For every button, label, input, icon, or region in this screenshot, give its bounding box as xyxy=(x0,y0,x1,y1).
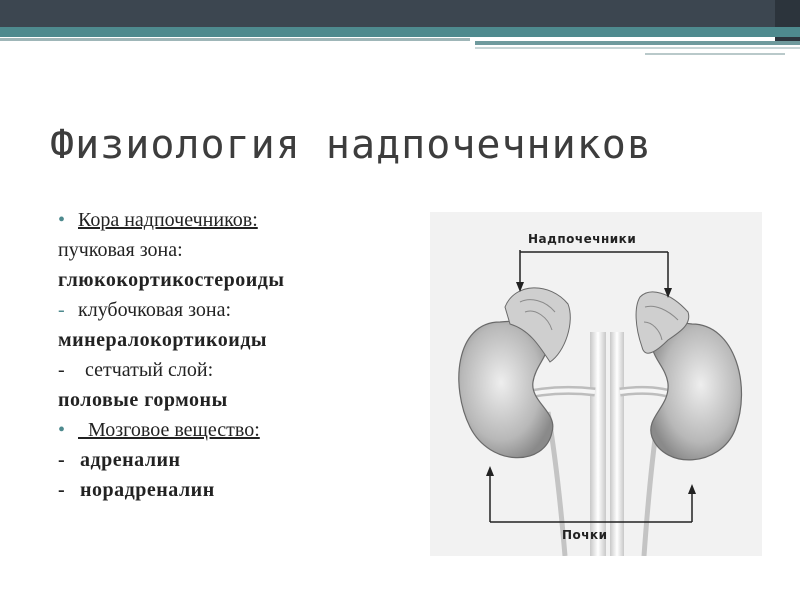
arrow-up-icon xyxy=(486,466,494,476)
item-text: сетчатый слой: xyxy=(80,359,214,381)
item-text: Кора надпочечников: xyxy=(78,209,258,231)
dash-marker: - xyxy=(58,479,66,501)
kidneys-label: Почки xyxy=(562,528,608,542)
list-item xyxy=(58,265,418,295)
kidney-illustration xyxy=(430,212,762,556)
dash-marker: - xyxy=(58,359,65,381)
content-list xyxy=(58,205,418,505)
item-text: адреналин xyxy=(80,449,181,471)
list-item xyxy=(58,445,418,475)
list-item xyxy=(58,325,418,355)
slide-title: Физиология надпочечников xyxy=(50,122,652,168)
header-line xyxy=(475,41,800,45)
item-text: Мозговое вещество: xyxy=(78,419,260,441)
header-line xyxy=(645,53,785,55)
item-text: половые гормоны xyxy=(58,389,228,411)
header-line xyxy=(0,38,470,41)
list-item xyxy=(58,205,418,235)
header-bar-teal xyxy=(0,27,800,37)
list-item xyxy=(58,385,418,415)
item-text: клубочковая зона: xyxy=(78,299,232,321)
dash-marker: - xyxy=(58,449,66,471)
list-item xyxy=(58,235,418,265)
adrenal-label: Надпочечники xyxy=(528,232,637,246)
item-text: минералокортикоиды xyxy=(58,329,268,351)
list-item xyxy=(58,355,418,385)
header-line xyxy=(475,47,800,49)
list-item xyxy=(58,295,418,325)
item-text: норадреналин xyxy=(80,479,215,501)
kidney-diagram xyxy=(430,212,762,556)
list-item xyxy=(58,415,418,445)
arrow-up-icon xyxy=(688,484,696,494)
bullet-marker: • xyxy=(58,209,66,231)
item-text: пучковая зона: xyxy=(58,239,183,261)
item-text: глюкокортикостероиды xyxy=(58,269,285,291)
dash-marker: - xyxy=(58,299,65,321)
list-item xyxy=(58,475,418,505)
header-bar-dark xyxy=(0,0,800,27)
bullet-marker: • xyxy=(58,419,66,441)
